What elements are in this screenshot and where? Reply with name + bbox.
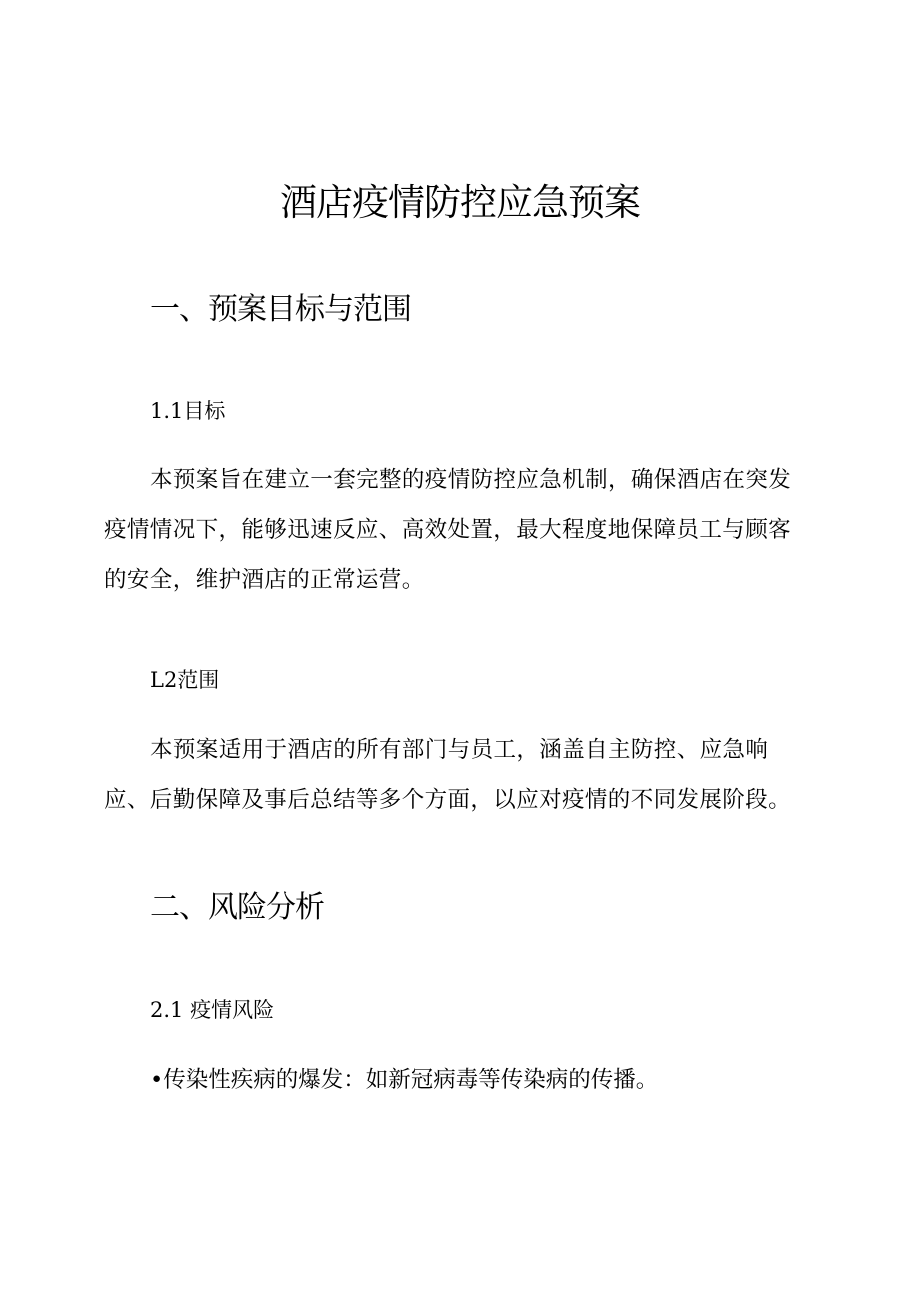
paragraph-goal: 本预案旨在建立一套完整的疫情防控应急机制，确保酒店在突发疫情情况下，能够迅速反应、高效处置，最大程度地保障员工与顾客的安全，维护酒店的正常运营。	[104, 467, 792, 593]
subsection-heading-1-2: L2范围	[150, 668, 220, 692]
paragraph-scope: 本预案适用于酒店的所有部门与员工，涵盖自主防控、应急响应、后勤保障及事后总结等多个方面，以应对疫情的不同发展阶段。	[104, 737, 792, 813]
list-item: •传染性疾病的爆发：如新冠病毒等传染病的传播。	[150, 1067, 659, 1093]
section-heading-1: 一、预案目标与范围	[150, 292, 411, 327]
section-heading-2: 二、风险分析	[150, 890, 324, 925]
subsection-heading-1-1: 1.1目标	[150, 399, 226, 423]
subsection-heading-2-1: 2.1 疫情风险	[150, 998, 275, 1022]
document-title: 酒店疫情防控应急预案	[280, 181, 640, 224]
